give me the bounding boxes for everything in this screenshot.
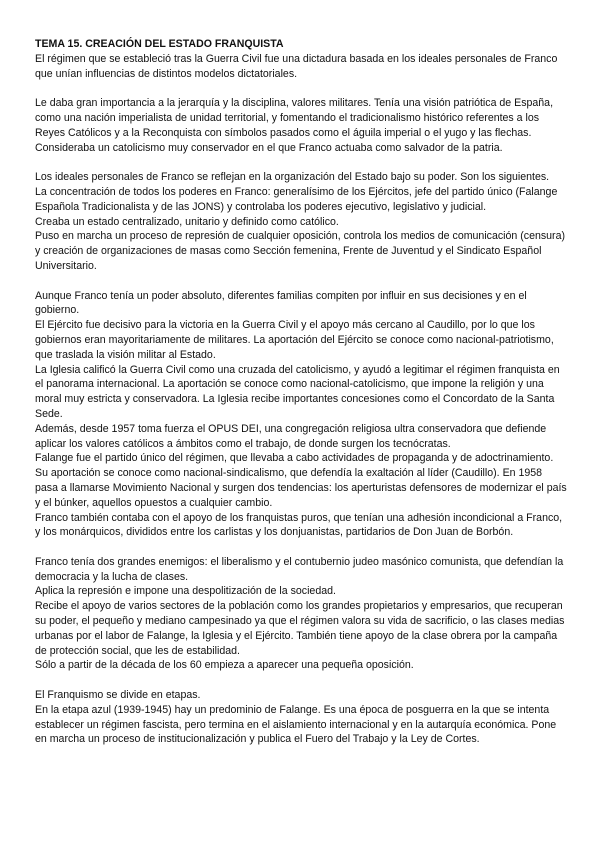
- paragraph-line: La concentración de todos los poderes en Franco: generalísimo de los Ejércitos, jefe del partido único (Falange Española Tradicionalista y de las JONS) y controlaba los poderes ejecutivo, legislativo y judicial.: [35, 185, 558, 213]
- paragraph-line: La Iglesia calificó la Guerra Civil como una cruzada del catolicismo, y ayudó a legitimar el régimen franquista en el panorama internacional. La aportación se conoce como nacional-catolicismo, que impone la religión y una moral muy estricta y conservadora. La Iglesia recibe importantes concesiones como el Concordato de la Santa Sede.: [35, 363, 560, 420]
- paragraph-line: Los ideales personales de Franco se reflejan en la organización del Estado bajo su poder. Son los siguientes.: [35, 171, 550, 184]
- paragraph-line: Consideraba un catolicismo muy conservador en el que Franco actuaba como salvador de la patria.: [35, 141, 503, 154]
- paragraph-stages: [35, 688, 567, 747]
- paragraph-state-organization: [35, 170, 567, 274]
- paragraph-line: Franco tenía dos grandes enemigos: el liberalismo y el contubernio judeo masónico comunista, que defendían la democracia y la lucha de clases.: [35, 555, 564, 583]
- paragraph-line: Puso en marcha un proceso de represión de cualquier oposición, controla los medios de comunicación (censura) y creación de organizaciones de masas como Sección femenina, Frente de Juventud y el Sindicato Español Universitario.: [35, 230, 565, 272]
- paragraph-ideology: [35, 96, 567, 155]
- paragraph-enemies-support: [35, 555, 567, 673]
- paragraph-line: Además, desde 1957 toma fuerza el OPUS DEI, una congregación religiosa ultra conservadora que defiende aplicar los valores católicos a ámbitos como el trabajo, de donde surgen los tecnócratas.: [35, 422, 547, 450]
- paragraph-line: El Ejército fue decisivo para la victoria en la Guerra Civil y el apoyo más cercano al Caudillo, por lo que los gobiernos eran mayoritariamente de militares. La aportación del Ejército se conoce como nacional-patriotismo, que traslada la visión militar al Estado.: [35, 319, 554, 361]
- paragraph-line: Franco también contaba con el apoyo de los franquistas puros, que tenían una adhesión incondicional a Franco, y los monárquicos, divididos entre los carlistas y los donjuanistas, partidarios de Don Juan de Borbón.: [35, 511, 563, 539]
- paragraph-line: Le daba gran importancia a la jerarquía y la disciplina, valores militares. Tenía una visión patriótica de España, como una nación imperialista de unidad territorial, y fomentando el tradicionalismo histórico referentes a los Reyes Católicos y a la Reconquista con símbolos pasados como el águila imperial o el yugo y las flechas.: [35, 97, 554, 139]
- paragraph-line: Aplica la represión e impone una despolitización de la sociedad.: [35, 585, 336, 598]
- paragraph-families: [35, 289, 567, 541]
- document-page: [35, 37, 567, 747]
- paragraph-intro: [35, 52, 567, 82]
- paragraph-line: Aunque Franco tenía un poder absoluto, diferentes familias compiten por influir en sus decisiones y en el gobierno.: [35, 289, 527, 317]
- paragraph-line: Creaba un estado centralizado, unitario y definido como católico.: [35, 215, 339, 228]
- paragraph-line: El régimen que se estableció tras la Guerra Civil fue una dictadura basada en los ideales personales de Franco que unían influencias de distintos modelos dictatoriales.: [35, 52, 558, 80]
- page-title: TEMA 15. CREACIÓN DEL ESTADO FRANQUISTA: [35, 38, 284, 50]
- paragraph-line: Falange fue el partido único del régimen, que llevaba a cabo actividades de propaganda y de adoctrinamiento. Su aportación se conoce como nacional-sindicalismo, que defendía la exaltación al líder (Caudillo). En 1958 pasa a llamarse Movimiento Nacional y surgen dos tendencias: los aperturistas defensores de modernizar el país y el búnker, aquellos opuestos a cualquier cambio.: [35, 452, 567, 509]
- paragraph-line: El Franquismo se divide en etapas.: [35, 689, 201, 702]
- paragraph-line: Sólo a partir de la década de los 60 empieza a aparecer una pequeña oposición.: [35, 659, 414, 672]
- paragraph-line: Recibe el apoyo de varios sectores de la población como los grandes propietarios y empresarios, que recuperan su poder, el pequeño y mediano campesinado ya que el régimen valora su vida de sacrificio, o las clases medias urbanas por el labor de Falange, la Iglesia y el Ejército. También tiene apoyo de la clase obrera por la campaña de protección social, que les de estabilidad.: [35, 600, 565, 657]
- paragraph-line: En la etapa azul (1939-1945) hay un predominio de Falange. Es una época de posguerra en la que se intenta establecer un régimen fascista, pero termina en el aislamiento internacional y en la autarquía económica. Pone en marcha un proceso de institucionalización y publica el Fuero del Trabajo y la Ley de Cortes.: [35, 703, 557, 746]
